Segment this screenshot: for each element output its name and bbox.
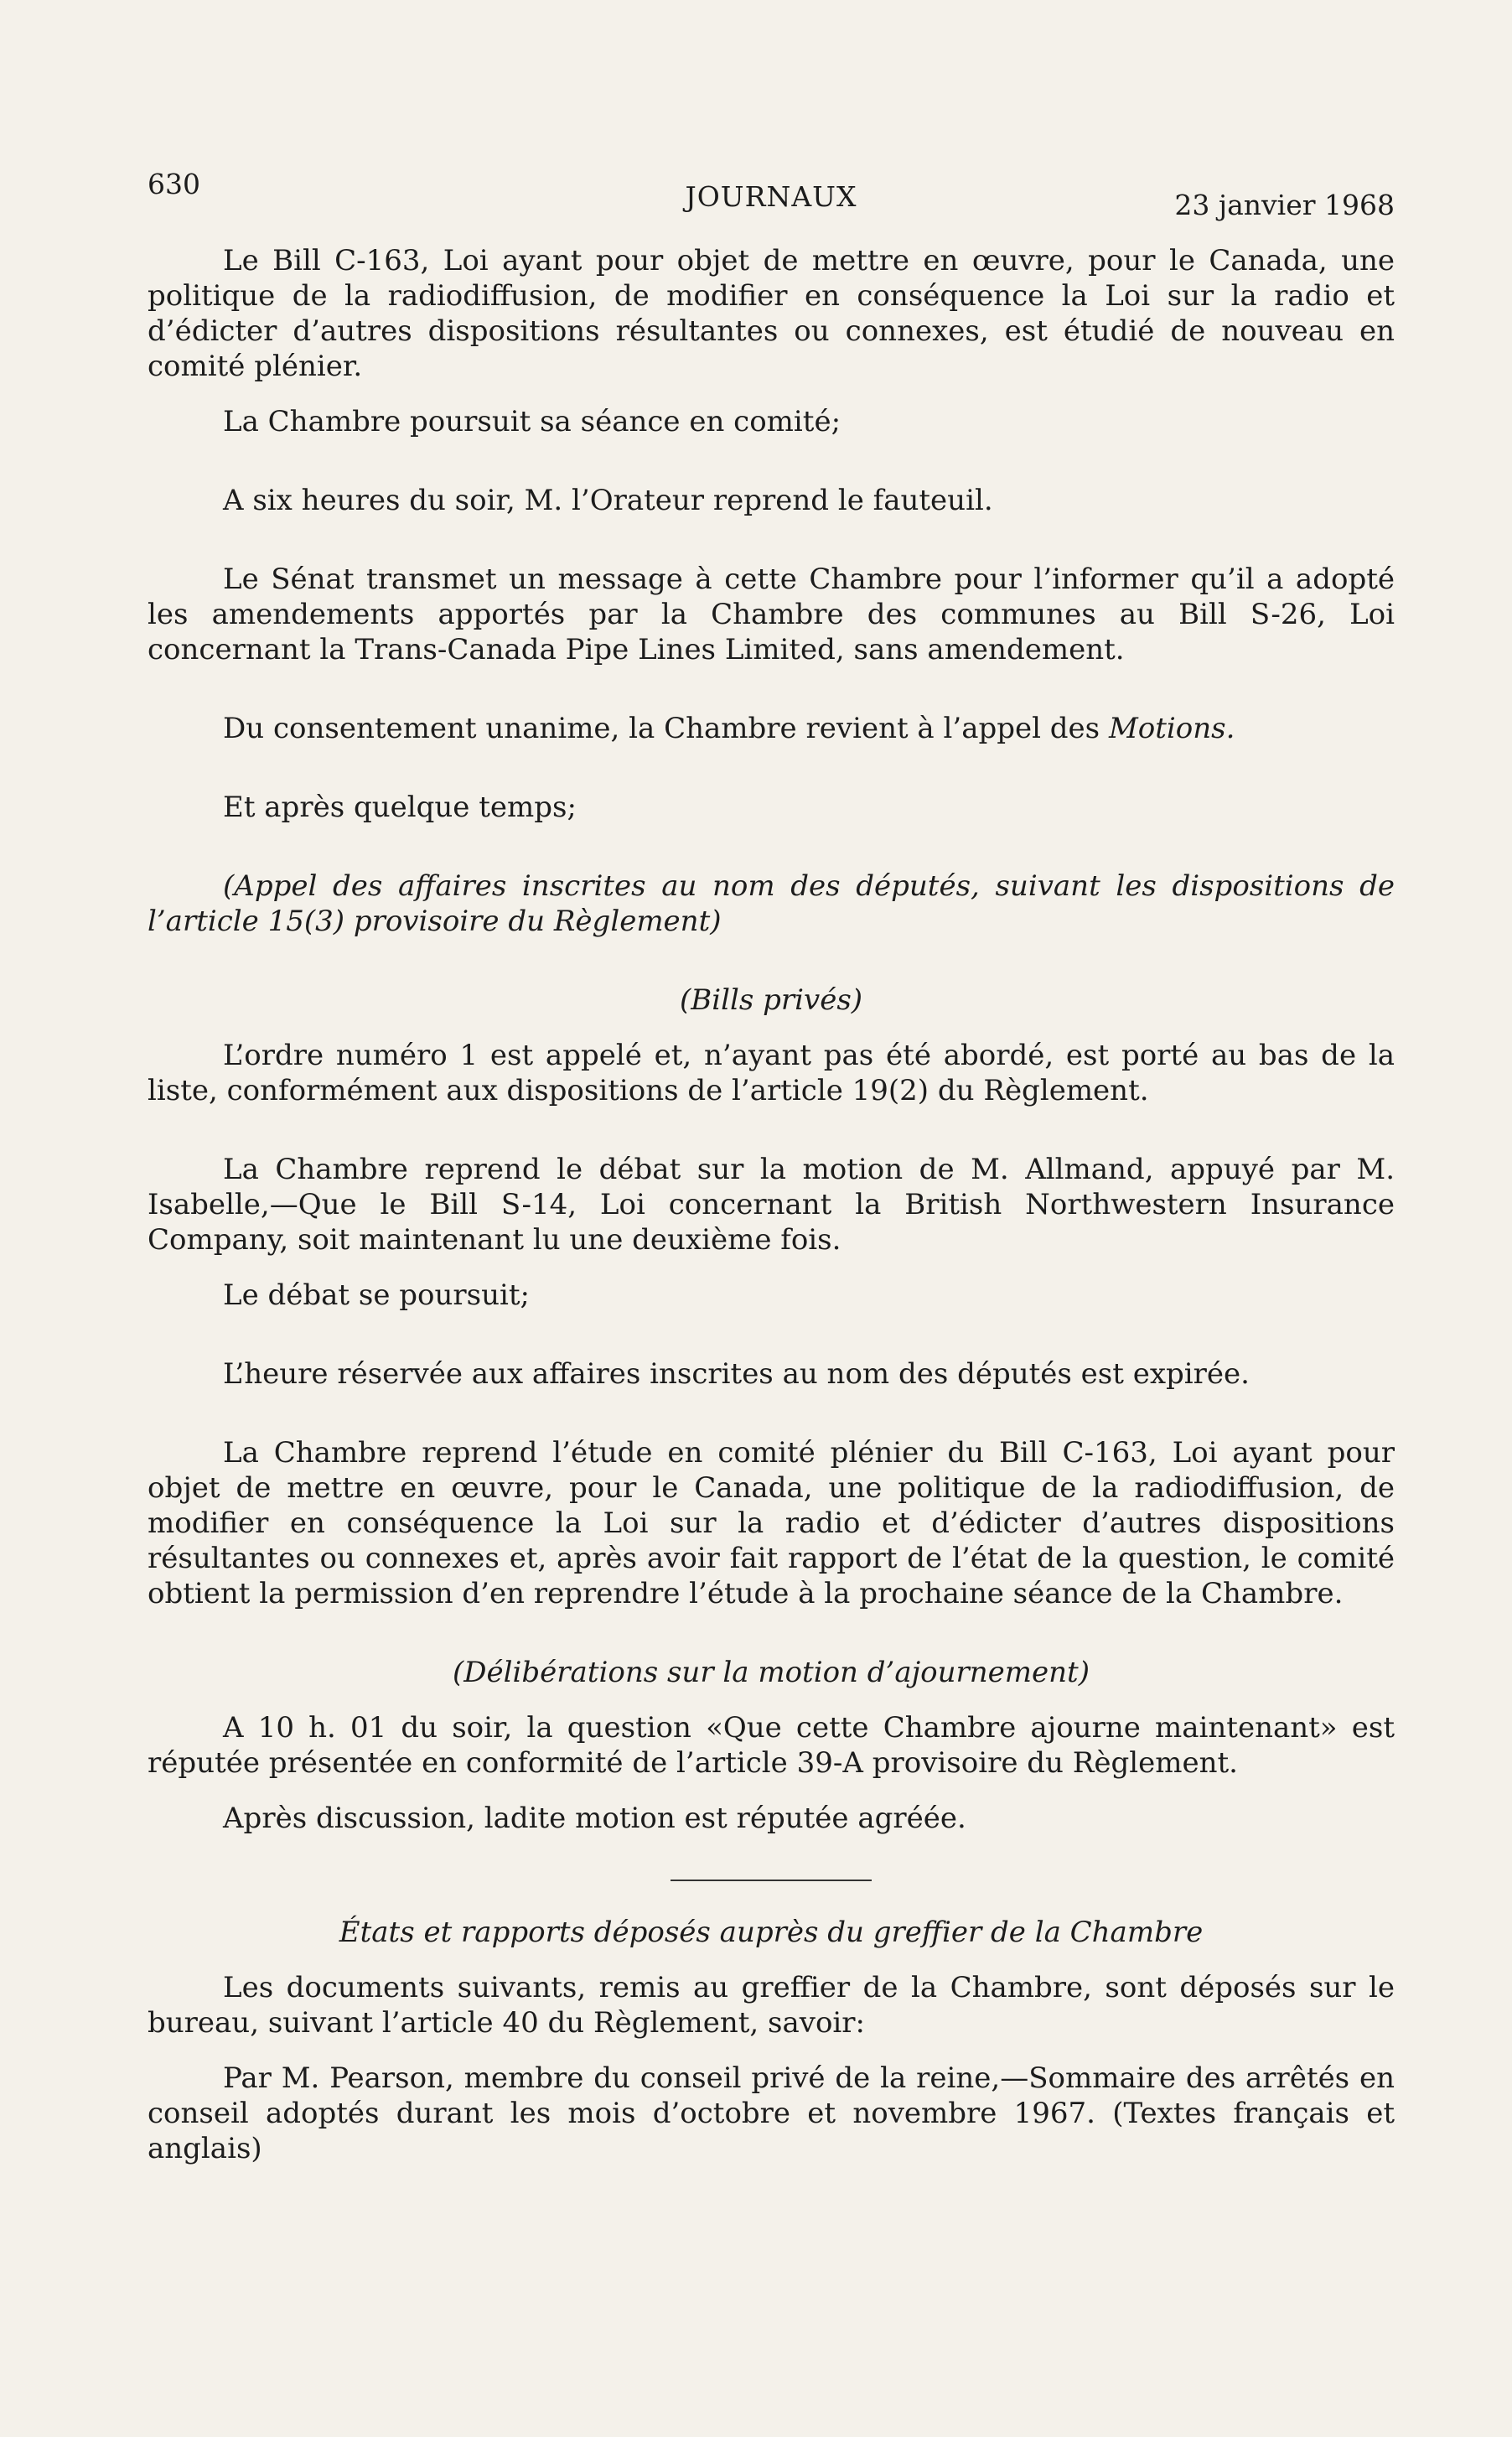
paragraph-allmand-motion: La Chambre reprend le débat sur la motion de M. Allmand, appuyé par M. Isabelle,—Que le Bill S-14, Loi concernant la British Northwestern Insurance Company, soit maintenant lu une deuxième fois. [148, 1153, 1395, 1257]
paragraph-committee-continues: La Chambre poursuit sa séance en comité; [223, 405, 841, 438]
paragraph-pearson-summary: Par M. Pearson, membre du conseil privé de la reine,—Sommaire des arrêtés en conseil adoptés durant les mois d’octobre et novembre 1967. (Textes français et anglais) [148, 2061, 1395, 2165]
page-header [148, 159, 1395, 221]
paragraph-documents-tabled: Les documents suivants, remis au greffier de la Chambre, sont déposés sur le bureau, suivant l’article 40 du Règlement, savoir: [148, 1971, 1395, 2040]
paragraph-hour-expired: L’heure réservée aux affaires inscrites au nom des députés est expirée. [223, 1357, 1250, 1391]
paragraph-ten-pm-question: A 10 h. 01 du soir, la question «Que cette Chambre ajourne maintenant» est réputée présentée en conformité de l’article 39-A provisoire du Règlement. [148, 1711, 1395, 1780]
paragraph-debate-continues: Le débat se poursuit; [223, 1278, 530, 1312]
paragraph-unanimous-consent [148, 711, 1395, 746]
section-divider [671, 1880, 872, 1881]
heading-reports-tabled: États et rapports déposés auprès du greffier de la Chambre [339, 1916, 1204, 1949]
paragraph-private-members-call: (Appel des affaires inscrites au nom des députés, suivant les dispositions de l’article 15(3) provisoire du Règlement) [148, 869, 1395, 938]
unanimous-consent-text: Du consentement unanime, la Chambre revient à l’appel des [223, 712, 1109, 745]
page-number: 630 [148, 168, 200, 200]
paragraph-order-number-one: L’ordre numéro 1 est appelé et, n’ayant pas été abordé, est porté au bas de la liste, conformément aux dispositions de l’article 19(2) du Règlement. [148, 1039, 1395, 1107]
paragraph-motion-agreed: Après discussion, ladite motion est réputée agréée. [223, 1802, 966, 1835]
motions-italic: Motions. [1108, 712, 1235, 745]
header-date: 23 janvier 1968 [1174, 189, 1395, 221]
heading-private-bills: (Bills privés) [679, 983, 863, 1017]
heading-adjournment-deliberations: (Délibérations sur la motion d’ajournement) [453, 1656, 1090, 1689]
running-title: JOURNAUX [685, 180, 857, 213]
paragraph-bill-c163-study: Le Bill C-163, Loi ayant pour objet de mettre en œuvre, pour le Canada, une politique de la radiodiffusion, de modifier en conséquence la Loi sur la radio et d’édicter d’autres dispositions résultantes ou connexes, est étudié de nouveau en comité plénier. [148, 244, 1395, 383]
paragraph-six-pm: A six heures du soir, M. l’Orateur reprend le fauteuil. [223, 484, 993, 517]
paragraph-after-time: Et après quelque temps; [223, 791, 577, 824]
paragraph-senate-message: Le Sénat transmet un message à cette Chambre pour l’informer qu’il a adopté les amendements apportés par la Chambre des communes au Bill S-26, Loi concernant la Trans-Canada Pipe Lines Limited, sans amendement. [148, 563, 1395, 666]
paragraph-bill-c163-resumed: La Chambre reprend l’étude en comité plénier du Bill C-163, Loi ayant pour objet de mettre en œuvre, pour le Canada, une politique de la radiodiffusion, de modifier en conséquence la Loi sur la radio et d’édicter d’autres dispositions résultantes ou connexes et, après avoir fait rapport de l’état de la question, le comité obtient la permission d’en reprendre l’étude à la prochaine séance de la Chambre. [148, 1436, 1395, 1610]
